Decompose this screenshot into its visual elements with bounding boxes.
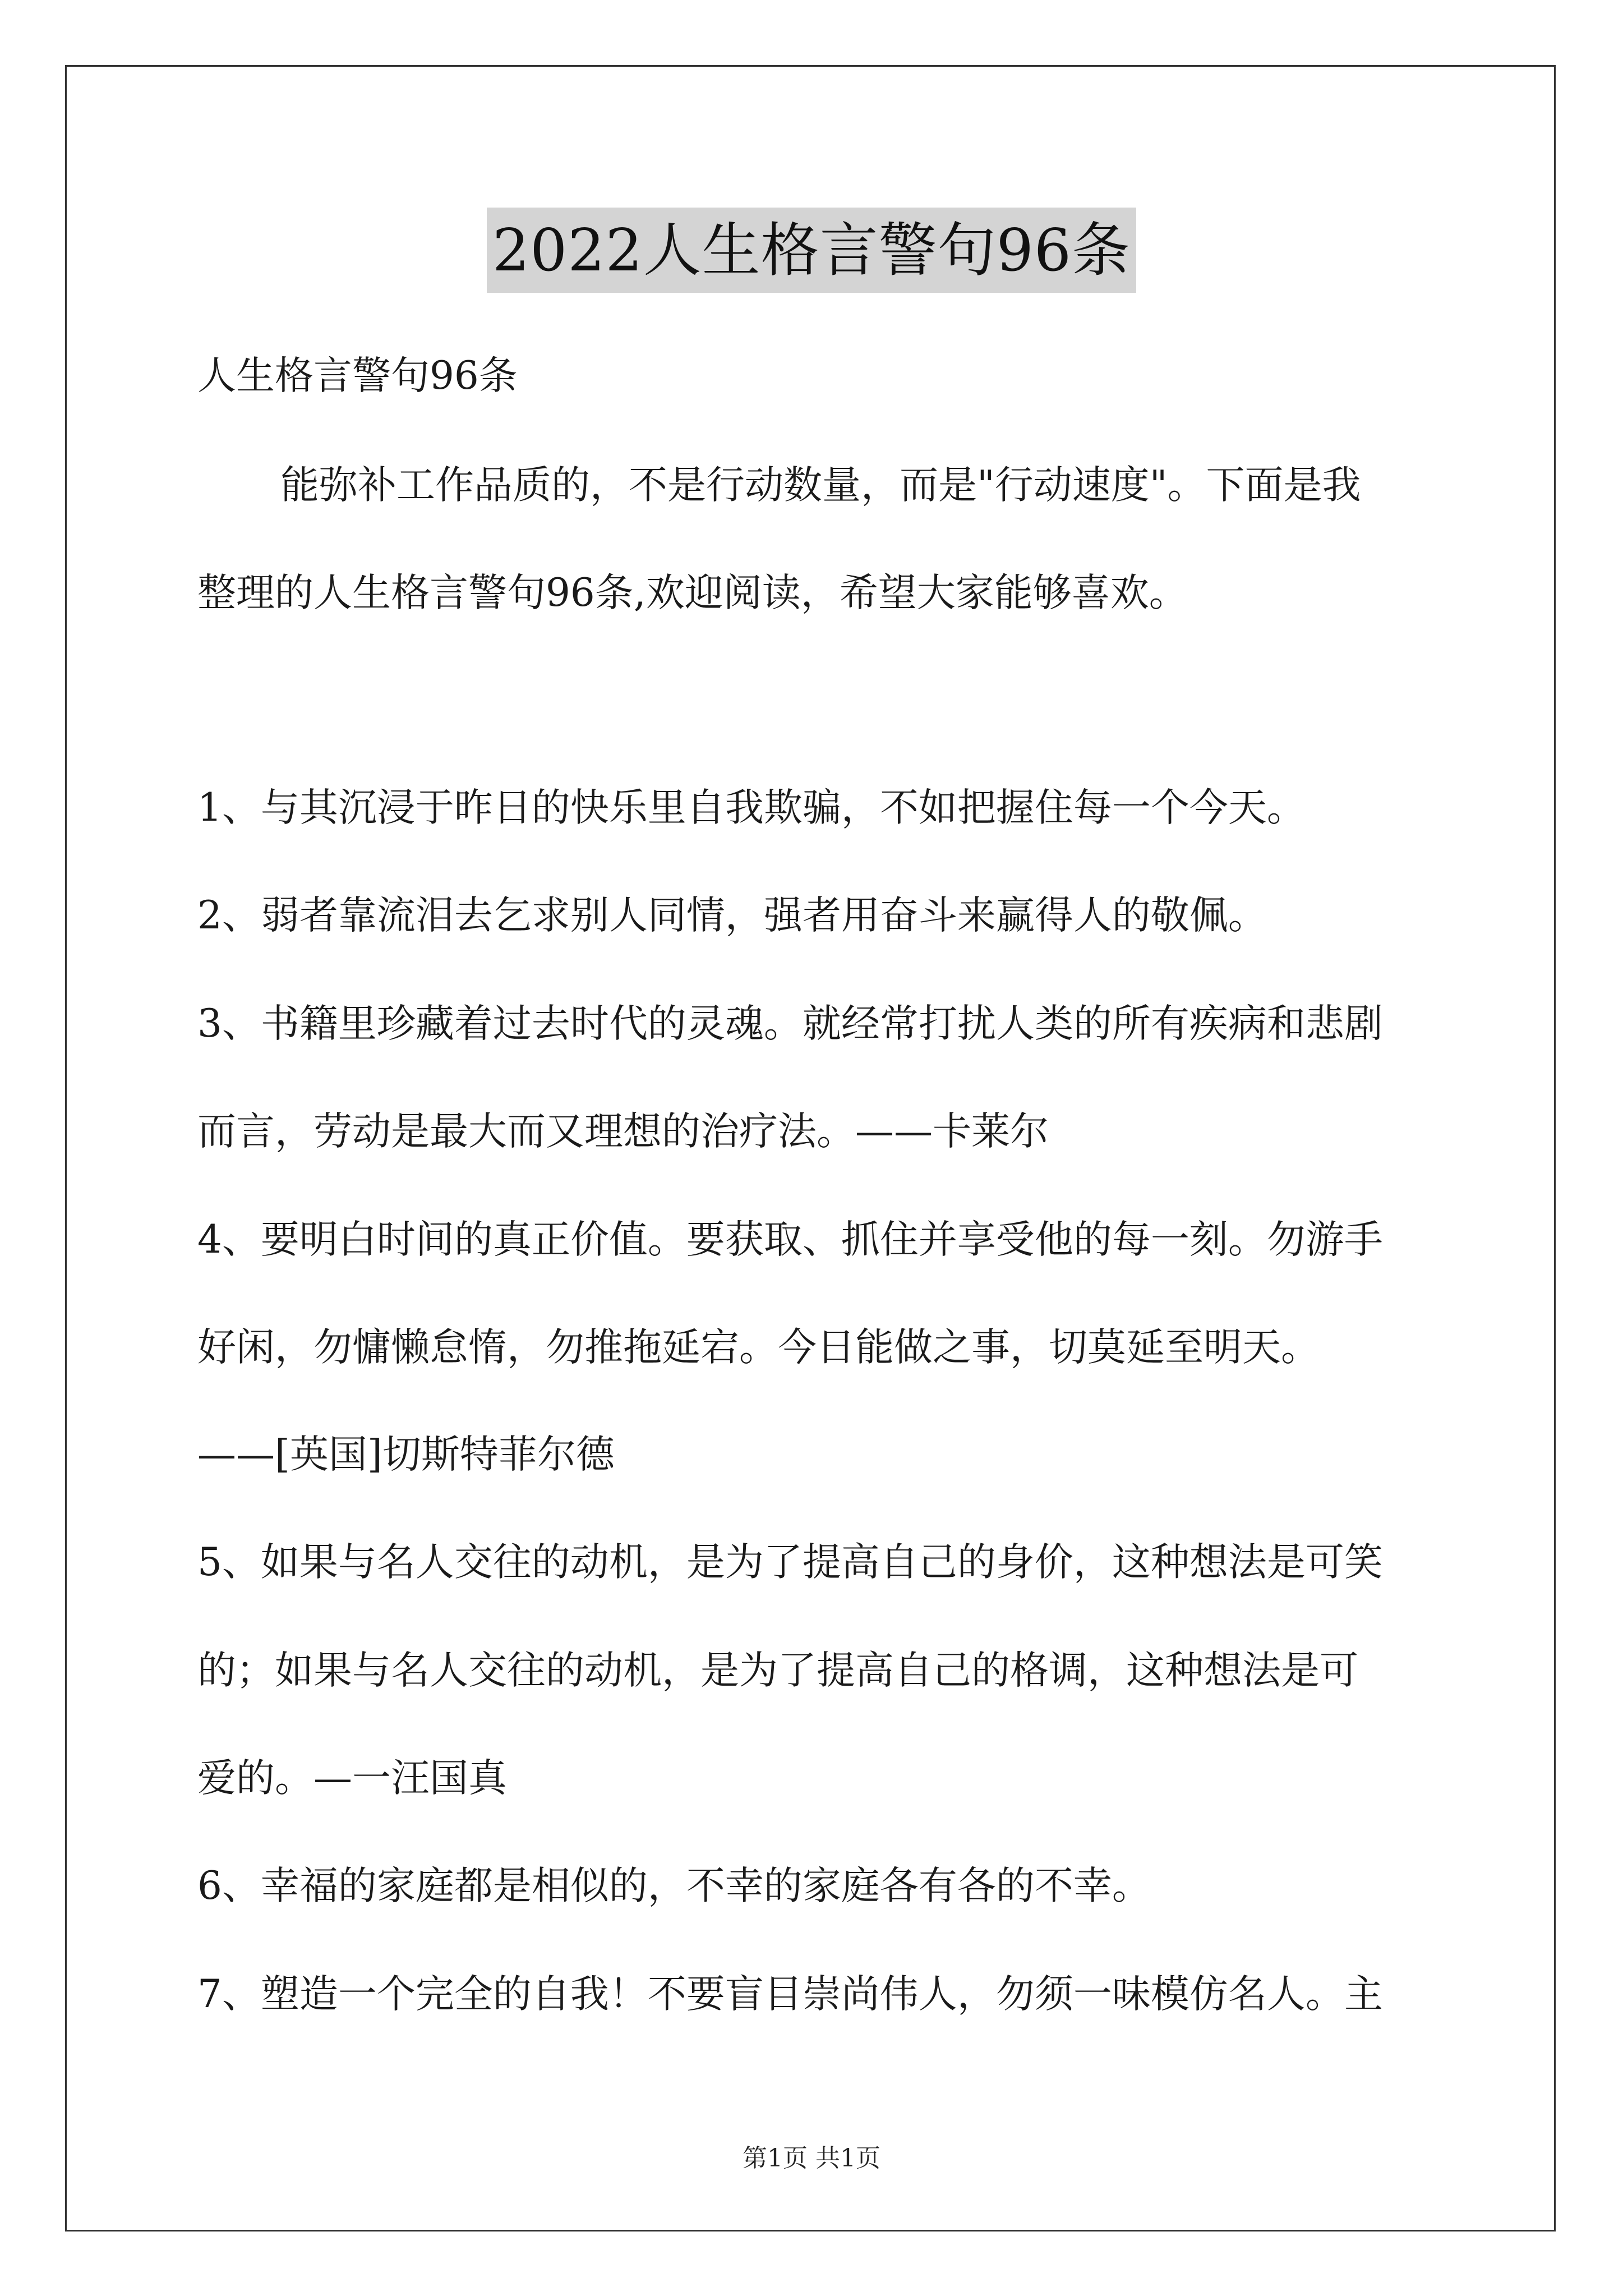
body-line: 2、弱者靠流泪去乞求别人同情，强者用奋斗来赢得人的敬佩。 <box>197 893 1267 938</box>
body-line: 1、与其沉浸于昨日的快乐里自我欺骗，不如把握住每一个今天。 <box>197 785 1306 830</box>
body-line: 爱的。—一汪国真 <box>197 1756 507 1801</box>
body-line: ——[英国]切斯特菲尔德 <box>197 1432 615 1477</box>
body-line: 5、如果与名人交往的动机，是为了提高自己的身价，这种想法是可笑 <box>197 1540 1383 1585</box>
body-line: 好闲，勿慵懒怠惰，勿推拖延宕。今日能做之事，切莫延至明天。 <box>197 1325 1320 1370</box>
document-subtitle: 人生格言警句96条 <box>197 353 518 398</box>
body-line: 3、书籍里珍藏着过去时代的灵魂。就经常打扰人类的所有疾病和悲剧 <box>197 1001 1383 1046</box>
body-line: 的；如果与名人交往的动机，是为了提高自己的格调，这种想法是可 <box>197 1648 1358 1693</box>
intro-line: 能弥补工作品质的，不是行动数量，而是"行动速度"。下面是我 <box>280 463 1361 508</box>
body-line: 7、塑造一个完全的自我！不要盲目崇尚伟人，勿须一味模仿名人。主 <box>197 1972 1383 2017</box>
intro-line: 整理的人生格言警句96条,欢迎阅读，希望大家能够喜欢。 <box>197 570 1188 615</box>
document-title: 2022人生格言警句96条 <box>487 208 1136 293</box>
body-line: 6、幸福的家庭都是相似的，不幸的家庭各有各的不幸。 <box>197 1864 1151 1908</box>
body-line: 而言，劳动是最大而又理想的治疗法。——卡莱尔 <box>197 1109 1049 1154</box>
body-line: 4、要明白时间的真正价值。要获取、抓住并享受他的每一刻。勿游手 <box>197 1217 1383 1262</box>
title-container <box>0 208 1623 293</box>
page-footer: 第1页 共1页 <box>743 2144 880 2173</box>
